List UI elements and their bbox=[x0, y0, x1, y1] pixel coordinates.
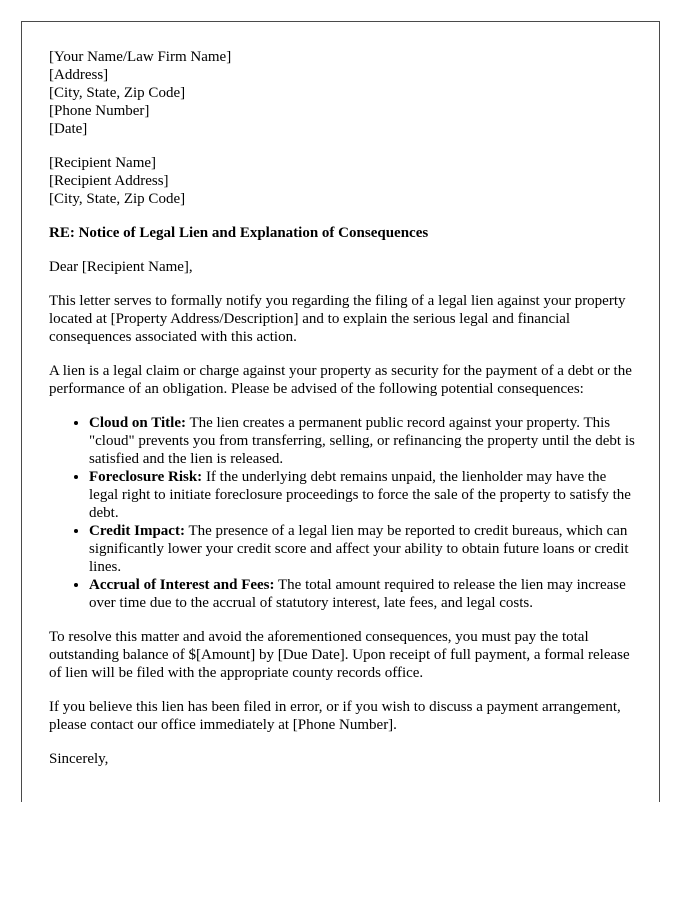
letter-content bbox=[49, 48, 639, 784]
consequence-text: If the underlying debt remains unpaid, the lienholder may have the legal right to initiate foreclosure proceedings to force the sale of the property to satisfy the debt. bbox=[89, 469, 631, 521]
list-item bbox=[89, 468, 639, 522]
letter-page bbox=[21, 21, 660, 802]
list-item bbox=[89, 414, 639, 468]
list-item bbox=[89, 522, 639, 576]
consequences-list bbox=[49, 414, 639, 612]
consequence-term: Foreclosure Risk: bbox=[89, 469, 203, 485]
sender-phone: [Phone Number] bbox=[49, 103, 150, 119]
consequence-text: The total amount required to release the lien may increase over time due to the accrual of statutory interest, late fees, and legal costs. bbox=[89, 577, 626, 611]
consequence-text: The presence of a legal lien may be reported to credit bureaus, which can significantly lower your credit score and affect your ability to obtain future loans or credit lines. bbox=[89, 523, 629, 575]
closing: Sincerely, bbox=[49, 751, 109, 767]
sender-address: [Address] bbox=[49, 67, 109, 83]
payment-paragraph: To resolve this matter and avoid the aforementioned consequences, you must pay the total outstanding balance of $[Amount] by [Due Date]. Upon receipt of full payment, a formal release of lien will be filed with the appropriate county records office. bbox=[49, 629, 630, 681]
recipient-city: [City, State, Zip Code] bbox=[49, 191, 186, 207]
subject-line: RE: Notice of Legal Lien and Explanation of Consequences bbox=[49, 225, 429, 241]
consequence-term: Accrual of Interest and Fees: bbox=[89, 577, 275, 593]
recipient-name: [Recipient Name] bbox=[49, 155, 157, 171]
contact-paragraph: If you believe this lien has been filed in error, or if you wish to discuss a payment arrangement, please contact our office immediately at [Phone Number]. bbox=[49, 699, 621, 733]
sender-block bbox=[49, 48, 639, 138]
sender-name: [Your Name/Law Firm Name] bbox=[49, 49, 232, 65]
sender-city: [City, State, Zip Code] bbox=[49, 85, 186, 101]
lien-definition-paragraph: A lien is a legal claim or charge against your property as security for the payment of a debt or the performance of an obligation. Please be advised of the following potential consequences: bbox=[49, 363, 632, 397]
consequence-term: Credit Impact: bbox=[89, 523, 185, 539]
consequence-term: Cloud on Title: bbox=[89, 415, 186, 431]
letter-date: [Date] bbox=[49, 121, 88, 137]
recipient-address: [Recipient Address] bbox=[49, 173, 169, 189]
salutation: Dear [Recipient Name], bbox=[49, 259, 193, 275]
consequence-text: The lien creates a permanent public record against your property. This "cloud" prevents you from transferring, selling, or refinancing the property until the debt is satisfied and the lien is released. bbox=[89, 415, 635, 467]
list-item bbox=[89, 576, 639, 612]
intro-paragraph: This letter serves to formally notify you regarding the filing of a legal lien against your property located at [Property Address/Description] and to explain the serious legal and financial consequences associated with this action. bbox=[49, 293, 626, 345]
recipient-block bbox=[49, 154, 639, 208]
